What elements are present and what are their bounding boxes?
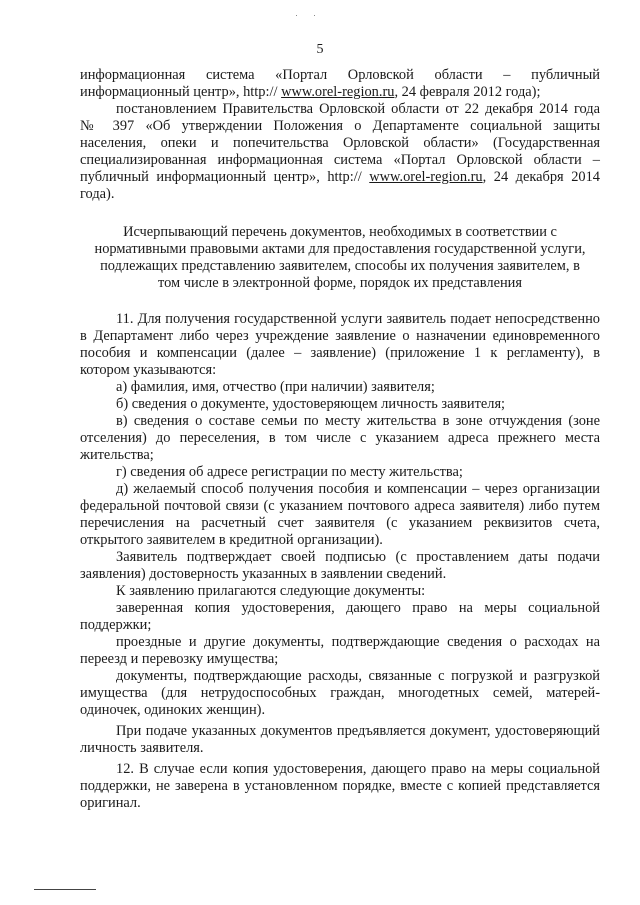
text-line: заявления) достоверность указанных в заявлении сведений. bbox=[80, 566, 447, 582]
text-line: перечисления на расчетный счет заявителя (с указанием реквизитов счета, bbox=[80, 515, 600, 531]
text-line: специализированная информационная система «Портал Орловской области – bbox=[80, 152, 600, 168]
text-segment: , 24 февраля 2012 года); bbox=[394, 84, 541, 100]
text-line: жительства; bbox=[80, 447, 154, 463]
text-line: информационная система «Портал Орловской области – публичный bbox=[80, 67, 600, 83]
text-line: личность заявителя. bbox=[80, 740, 204, 756]
list-item: б) сведения о документе, удостоверяющем личность заявителя; bbox=[116, 396, 506, 412]
hyperlink[interactable]: www.orel-region.ru bbox=[281, 84, 395, 100]
text-line: 11. Для получения государственной услуги заявитель подает непосредственно bbox=[116, 311, 600, 327]
section-heading-line: подлежащих представлению заявителем, способы их получения заявителем, в bbox=[100, 258, 580, 274]
text-line: документы, подтверждающие расходы, связанные с погрузкой и разгрузкой bbox=[116, 668, 600, 684]
text-line: в Департамент либо через учреждение заявление о назначении единовременного bbox=[80, 328, 600, 344]
text-line: поддержки; bbox=[80, 617, 152, 633]
text-line: 12. В случае если копия удостоверения, дающего право на меры социальной bbox=[116, 761, 600, 777]
text-segment: публичный информационный центр», http:// bbox=[80, 169, 370, 185]
list-item: а) фамилия, имя, отчество (при наличии) заявителя; bbox=[116, 379, 435, 395]
text-line: населения, опеки и попечительства Орловской области» (Государственная bbox=[80, 135, 600, 151]
text-segment: информационный центр», http:// bbox=[80, 84, 282, 100]
text-line: Заявитель подтверждает своей подписью (с проставлением даты подачи bbox=[116, 549, 600, 565]
page-number: 5 bbox=[316, 42, 324, 57]
list-item: в) сведения о составе семьи по месту жительства в зоне отчуждения (зоне bbox=[116, 413, 600, 429]
text-line: котором указываются: bbox=[80, 362, 217, 378]
text-line bbox=[80, 169, 600, 186]
text-line: К заявлению прилагаются следующие документы: bbox=[116, 583, 426, 599]
text-line: отселения) до переселения, в том числе с указанием адреса прежнего места bbox=[80, 430, 600, 446]
text-line bbox=[80, 84, 600, 101]
text-line: проездные и другие документы, подтверждающие сведения о расходах на bbox=[116, 634, 600, 650]
scan-speck bbox=[296, 15, 297, 16]
text-line: федеральной почтовой связи (с указанием почтового адреса заявителя) либо путем bbox=[80, 498, 600, 514]
text-line: имущества (для нетрудоспособных граждан, многодетных семей, матерей- bbox=[80, 685, 600, 701]
list-item: д) желаемый способ получения пособия и компенсации – через организации bbox=[116, 481, 600, 497]
section-heading-line: нормативными правовыми актами для предоставления государственной услуги, bbox=[94, 241, 586, 257]
footer-rule bbox=[34, 889, 96, 890]
text-line: поддержки, не заверена в установленном порядке, вместе с копией представляется bbox=[80, 778, 600, 794]
text-line: заверенная копия удостоверения, дающего право на меры социальной bbox=[116, 600, 600, 616]
text-line: При подаче указанных документов предъявляется документ, удостоверяющий bbox=[116, 723, 600, 739]
text-line: переезд и перевозку имущества; bbox=[80, 651, 279, 667]
text-segment: , 24 декабря 2014 bbox=[482, 169, 600, 185]
text-line: года). bbox=[80, 186, 115, 202]
scan-speck bbox=[314, 15, 315, 16]
text-line: пособия и компенсации (далее – заявление) (приложение 1 к регламенту), в bbox=[80, 345, 600, 361]
text-line: одиночек, одиноких женщин). bbox=[80, 702, 266, 718]
section-heading-line: том числе в электронной форме, порядок их представления bbox=[158, 275, 522, 291]
hyperlink[interactable]: www.orel-region.ru bbox=[369, 169, 483, 185]
list-item: г) сведения об адресе регистрации по месту жительства; bbox=[116, 464, 463, 480]
text-line: постановлением Правительства Орловской области от 22 декабря 2014 года bbox=[116, 101, 600, 117]
section-heading-line: Исчерпывающий перечень документов, необходимых в соответствии с bbox=[123, 224, 557, 240]
text-line: оригинал. bbox=[80, 795, 141, 811]
text-line: открытого заявителем в кредитной организации). bbox=[80, 532, 383, 548]
text-line: № 397 «Об утверждении Положения о Департаменте социальной защиты bbox=[80, 118, 600, 134]
